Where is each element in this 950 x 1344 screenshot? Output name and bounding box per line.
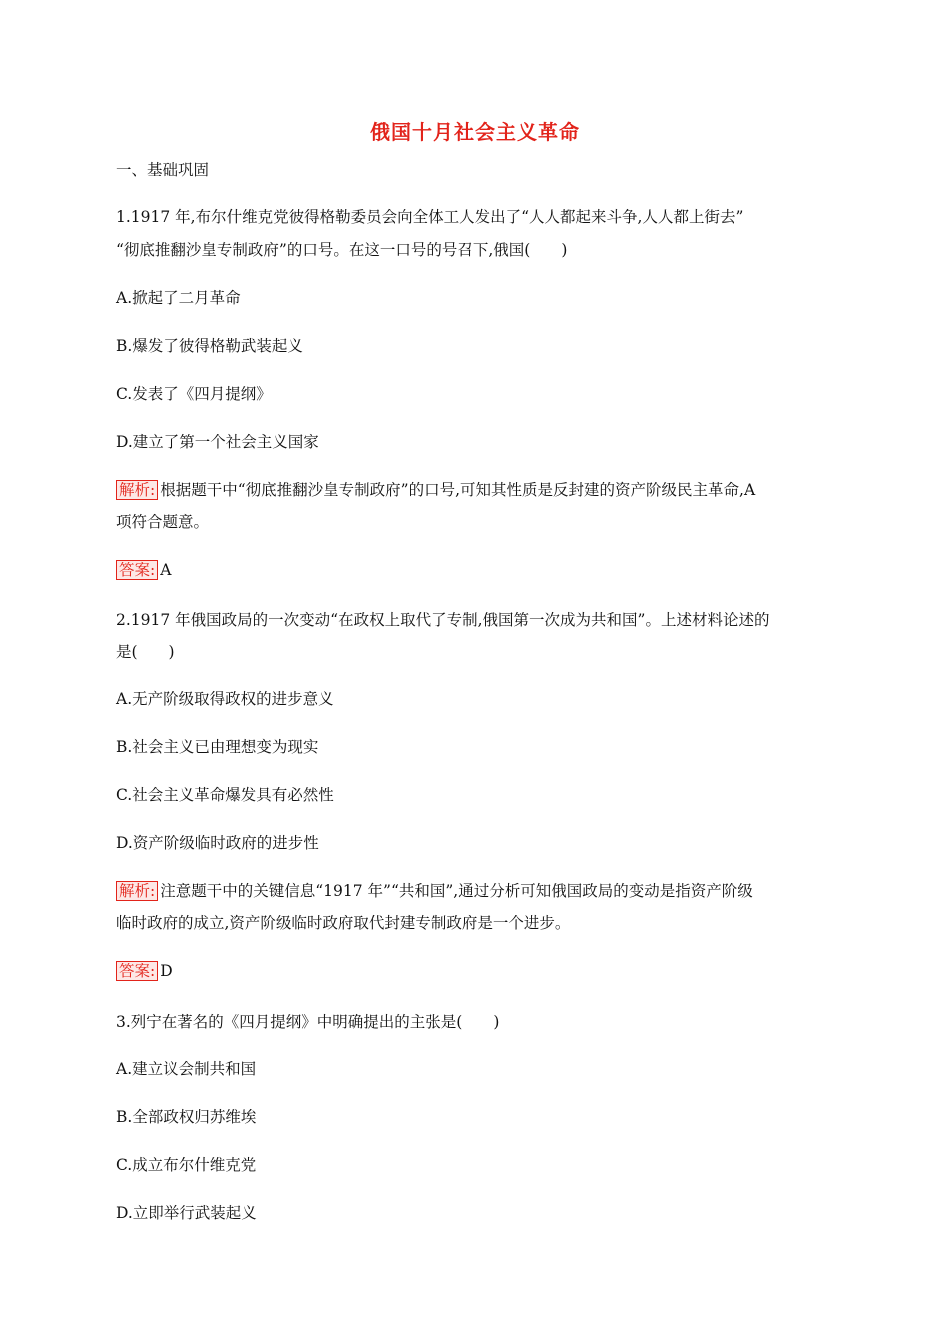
q2-option-d: D.资产阶级临时政府的进步性 xyxy=(116,834,319,852)
answer-tag: 答案: xyxy=(116,961,158,981)
answer-tag: 答案: xyxy=(116,560,158,580)
q3-option-a: A.建立议会制共和国 xyxy=(116,1060,257,1078)
q2-option-a: A.无产阶级取得政权的进步意义 xyxy=(116,690,334,708)
q2-option-c: C.社会主义革命爆发具有必然性 xyxy=(116,786,334,804)
answer-value: D xyxy=(160,962,173,980)
q2-stem-line2: 是( ) xyxy=(116,643,175,661)
analysis-text: 注意题干中的关键信息“1917 年”“共和国”,通过分析可知俄国政局的变动是指资产阶级 xyxy=(160,882,753,900)
q1-option-d: D.建立了第一个社会主义国家 xyxy=(116,433,319,451)
analysis-text: 根据题干中“彻底推翻沙皇专制政府”的口号,可知其性质是反封建的资产阶级民主革命,A xyxy=(160,481,756,499)
analysis-tag: 解析: xyxy=(116,480,158,500)
q1-stem-line2: “彻底推翻沙皇专制政府”的口号。在这一口号的号召下,俄国( ) xyxy=(116,241,568,259)
q3-option-b: B.全部政权归苏维埃 xyxy=(116,1108,257,1126)
page-title: 俄国十月社会主义革命 xyxy=(370,120,580,144)
q2-answer xyxy=(116,960,836,982)
q3-stem-line1: 3.列宁在著名的《四月提纲》中明确提出的主张是( ) xyxy=(116,1013,500,1031)
analysis-tag: 解析: xyxy=(116,881,158,901)
q3-option-c: C.成立布尔什维克党 xyxy=(116,1156,257,1174)
q1-answer xyxy=(116,559,836,581)
q1-option-a: A.掀起了二月革命 xyxy=(116,289,241,307)
q3-option-d: D.立即举行武装起义 xyxy=(116,1204,257,1222)
q2-analysis-line2: 临时政府的成立,资产阶级临时政府取代封建专制政府是一个进步。 xyxy=(116,914,571,932)
section-heading: 一、基础巩固 xyxy=(116,161,210,179)
answer-value: A xyxy=(160,561,172,579)
q2-option-b: B.社会主义已由理想变为现实 xyxy=(116,738,319,756)
q1-stem-line1: 1.1917 年,布尔什维克党彼得格勒委员会向全体工人发出了“人人都起来斗争,人人都上街去” xyxy=(116,208,744,226)
q2-stem-line1: 2.1917 年俄国政局的一次变动“在政权上取代了专制,俄国第一次成为共和国”。上述材料论述的 xyxy=(116,611,770,629)
q2-analysis-line1 xyxy=(116,880,836,902)
q1-option-b: B.爆发了彼得格勒武装起义 xyxy=(116,337,303,355)
q1-analysis-line2: 项符合题意。 xyxy=(116,513,210,531)
q1-analysis-line1 xyxy=(116,479,836,501)
q1-option-c: C.发表了《四月提纲》 xyxy=(116,385,272,403)
